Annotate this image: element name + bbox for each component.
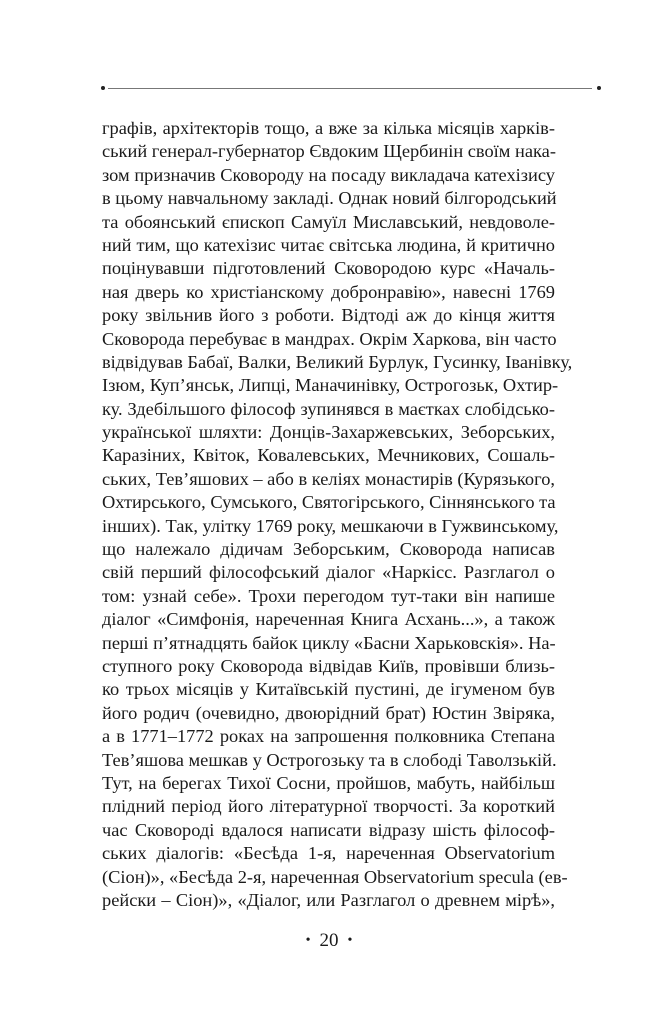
- footer-bullet-right: •: [347, 933, 353, 948]
- text-line: рейски – Сіон)», «Діалог, или Разглагол о древнем мірѣ»,: [102, 889, 555, 910]
- text-line: ступного року Сковорода відвідав Київ, провівши близь-: [102, 655, 555, 676]
- text-line: поцінувавши підготовлений Сковородою курс «Началь-: [102, 258, 555, 279]
- text-line: та обоянський єпископ Самуїл Миславський, невдоволе-: [102, 211, 555, 232]
- text-line: його родич (очевидно, двоюрідний брат) Юстин Звіряка,: [102, 702, 555, 723]
- text-line: ко трьох місяців у Китаївській пустині, де ігуменом був: [102, 679, 555, 700]
- text-line: ку. Здебільшого філософ зупинявся в маєтках слобідсько-: [102, 398, 555, 419]
- text-line: зом призначив Сковороду на посаду викладача катехізису: [102, 164, 555, 185]
- text-line: відвідував Бабаї, Валки, Великий Бурлук, Гусинку, Іванівку,: [102, 351, 573, 372]
- text-line: української шляхти: Донців-Захаржевських, Зеборських,: [102, 422, 555, 443]
- text-line: Каразіних, Квіток, Ковалевських, Мечникових, Сошаль-: [102, 445, 555, 466]
- text-line: Охтирського, Сумського, Святогірського, Сіннянського та: [102, 492, 556, 513]
- text-line: ських, Тев’яшових – або в келіях монастирів (Курязького,: [102, 468, 555, 489]
- text-line: ський генерал-губернатор Євдоким Щербинін своїм нака-: [102, 141, 556, 162]
- footer-bullet-left: •: [305, 933, 311, 948]
- text-line: графів, архітекторів тощо, а вже за кілька місяців харків-: [102, 118, 555, 138]
- text-line: року звільнив його з роботи. Відтоді аж до кінця життя: [102, 305, 555, 326]
- text-line: перші п’ятнадцять байок циклу «Басни Харьковскія». На-: [102, 632, 556, 653]
- text-line: Сковорода перебуває в мандрах. Окрім Харкова, він часто: [102, 328, 557, 349]
- text-line: інших). Так, улітку 1769 року, мешкаючи в Гужвинському,: [102, 515, 559, 536]
- text-line: (Сіон)», «Бесѣда 2-я, нареченная Observatorium specula (ев-: [102, 866, 568, 887]
- text-line: свій перший філософський діалог «Наркісс. Разглагол о: [102, 562, 555, 583]
- text-line: Тут, на берегах Тихої Сосни, пройшов, мабуть, найбільш: [102, 772, 555, 793]
- text-line: діалог «Симфонія, нареченная Книга Асхань...», а також: [102, 609, 555, 630]
- header-rule-dot-left: [101, 86, 105, 90]
- text-line: а в 1771–1772 роках на запрошення полковника Степана: [102, 726, 555, 747]
- text-line: ний тим, що катехізис читає світська людина, й критично: [102, 234, 555, 255]
- text-line: що належало дідичам Зеборським, Сковорода написав: [102, 539, 555, 560]
- page-number: 20: [319, 930, 339, 951]
- page-footer: [0, 930, 658, 954]
- text-line: Ізюм, Куп’янськ, Липці, Маначинівку, Острогозьк, Охтир-: [102, 375, 559, 396]
- text-line: ная дверь ко христіанскому добронравію», навесні 1769: [102, 281, 555, 302]
- header-rule-dot-right: [597, 86, 601, 90]
- header-rule: [108, 88, 592, 89]
- text-line: плідний період його літературної творчості. За короткий: [102, 796, 555, 817]
- text-line: Тев’яшова мешкав у Острогозьку та в слободі Таволзькій.: [102, 749, 557, 770]
- text-line: час Сковороді вдалося написати відразу шість філософ-: [102, 819, 555, 840]
- body-text: [102, 117, 573, 912]
- text-line: том: узнай себе». Трохи перегодом тут-таки він напише: [102, 585, 555, 606]
- text-line: ських діалогів: «Бесѣда 1-я, нареченная Observatorium: [102, 843, 555, 864]
- text-line: в цьому навчальному закладі. Однак новий білгородський: [102, 188, 557, 209]
